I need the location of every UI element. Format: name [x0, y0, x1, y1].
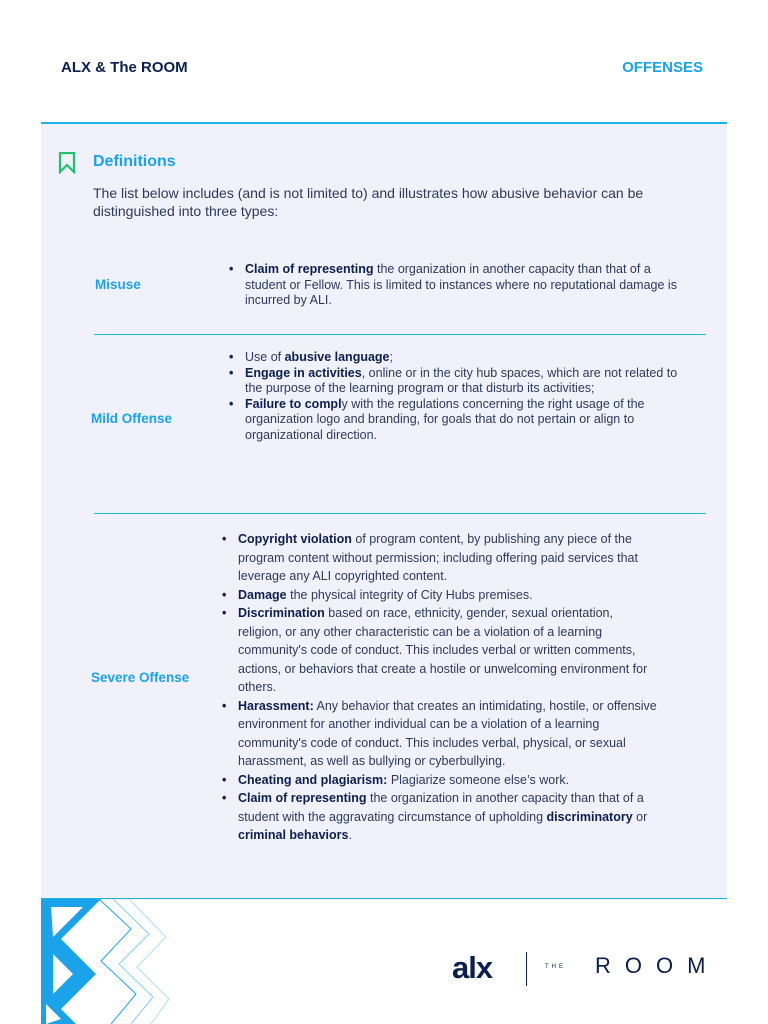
- list-item: • Use of abusive language;: [227, 350, 679, 366]
- room-logo-the: THE: [545, 964, 566, 970]
- list-item: • Discrimination based on race, ethnicity, gender, sexual orientation, religion, or any other characteristic can be a violation of a learning community's code of conduct. This includes verbal or written comments, actions, or behaviors that create a hostile or unwelcoming environment for others.: [220, 604, 660, 697]
- definitions-intro: The list below includes (and is not limited to) and illustrates how abusive behavior can be distinguished into three types:: [93, 185, 644, 219]
- decorative-pattern: [41, 899, 181, 1024]
- severe-offense-list: [220, 530, 660, 845]
- list-item: • Claim of representing the organization in another capacity than that of a student with the aggravating circumstance of upholding discriminatory or criminal behaviors.: [220, 789, 660, 845]
- list-item: • Harassment: Any behavior that creates an intimidating, hostile, or offensive environment for another individual can be a violation of a learning community's code of conduct. This includes verbal, physical, or sexual harassment, as well as bullying or cyberbullying.: [220, 697, 660, 771]
- mild-offense-list: [227, 350, 679, 443]
- list-item: • Copyright violation of program content, by publishing any piece of the program content without permission; including offering paid services that leverage any ALI copyrighted content.: [220, 530, 660, 586]
- alx-logo: alx: [452, 950, 493, 985]
- document-section-label: OFFENSES: [622, 59, 703, 76]
- list-item: • Cheating and plagiarism: Plagiarize someone else’s work.: [220, 771, 660, 790]
- bookmark-icon: [58, 152, 76, 174]
- list-item: • Claim of representing the organization in another capacity than that of a student or Fellow. This is limited to instances where no reputational damage is incurred by ALI.: [227, 262, 679, 309]
- document-header-title: ALX & The ROOM: [61, 59, 188, 76]
- logo-divider: [526, 952, 527, 986]
- definitions-heading: Definitions: [93, 153, 176, 170]
- room-logo: ROOM: [595, 953, 720, 978]
- category-label-severe-offense: Severe Offense: [91, 670, 190, 685]
- top-divider: [41, 122, 727, 124]
- category-label-misuse: Misuse: [95, 277, 141, 292]
- list-item: • Failure to comply with the regulations concerning the right usage of the organization logo and branding, for goals that do not pertain or align to organizational direction.: [227, 397, 679, 444]
- row-divider: [94, 334, 706, 335]
- list-item: • Damage the physical integrity of City Hubs premises.: [220, 586, 660, 605]
- category-label-mild-offense: Mild Offense: [91, 411, 173, 426]
- row-divider: [94, 513, 706, 514]
- list-item: • Engage in activities, online or in the city hub spaces, which are not related to the purpose of the learning program or that disturb its activities;: [227, 366, 679, 397]
- misuse-list: [227, 262, 679, 309]
